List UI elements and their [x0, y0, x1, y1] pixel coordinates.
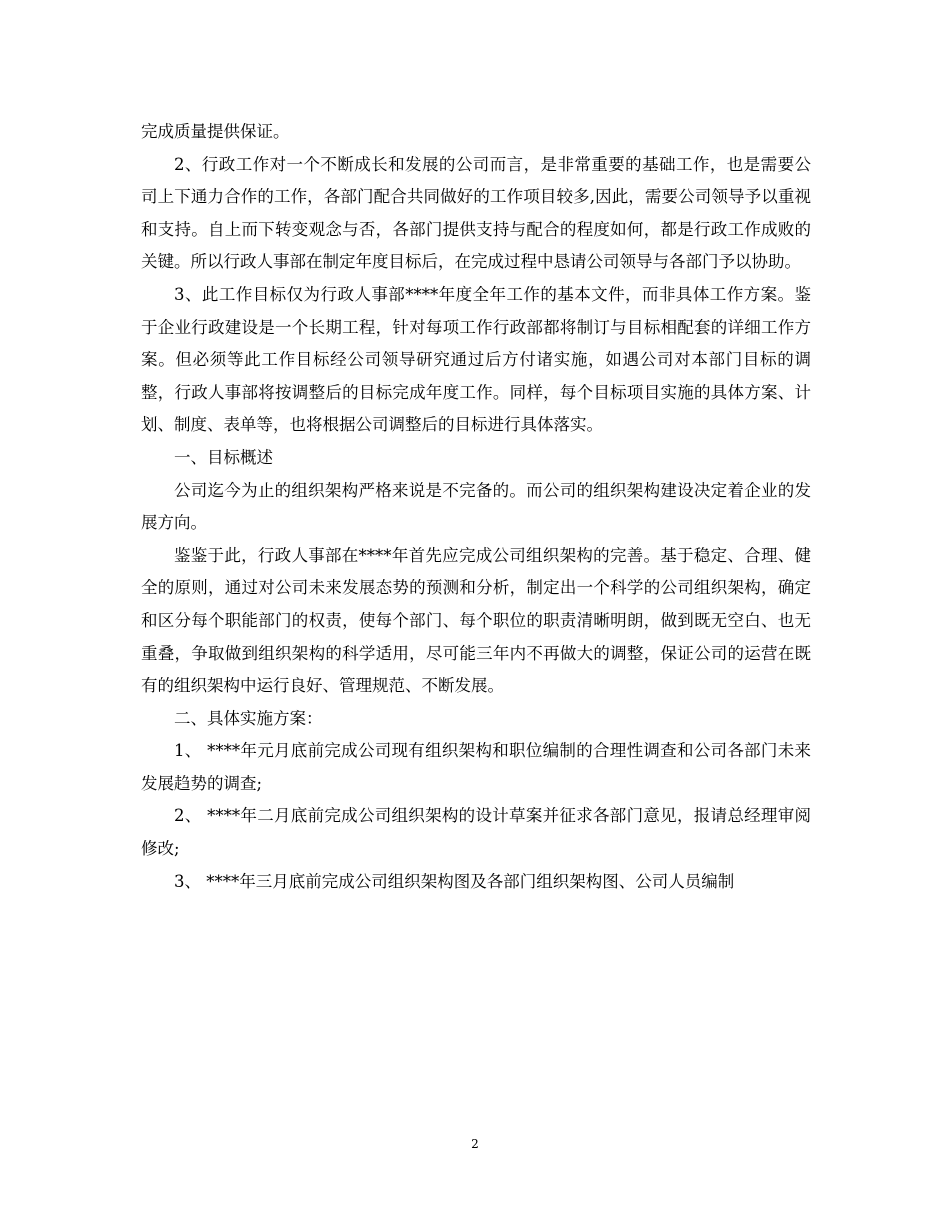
paragraph-item-3: 3、此工作目标仅为行政人事部****年度全年工作的基本文件，而非具体工作方案。鉴于企业行政建设是一个长期工程，针对每项工作行政部都将制订与目标相配套的详细工作方案。但必须等此工作目标经公司领导研究通过后方付诸实施，如遇公司对本部门目标的调整，行政人事部将按调整后的目标完成年度工作。同样，每个目标项目实施的具体方案、计划、制度、表单等，也将根据公司调整后的目标进行具体落实。: [141, 284, 811, 435]
plan-step-2: 2、 ****年二月底前完成公司组织架构的设计草案并征求各部门意见，报请总经理审阅修改;: [141, 806, 811, 859]
section-heading-plan: 二、具体实施方案：: [174, 708, 323, 728]
paragraph-item-2: 2、行政工作对一个不断成长和发展的公司而言，是非常重要的基础工作，也是需要公司上下通力合作的工作，各部门配合共同做好的工作项目较多,因此，需要公司领导予以重视和支持。自上而下转变观念与否，各部门提供支持与配合的程度如何，都是行政工作成败的关键。所以行政人事部在制定年度目标后，在完成过程中恳请公司领导与各部门予以协助。: [141, 154, 811, 272]
plan-step-3: 3、 ****年三月底前完成公司组织架构图及各部门组织架构图、公司人员编制: [174, 871, 735, 891]
paragraph-overview-1: 公司迄今为止的组织架构严格来说是不完备的。而公司的组织架构建设决定着企业的发展方向。: [141, 480, 811, 533]
paragraph-overview-2: 鉴鉴于此，行政人事部在****年首先应完成公司组织架构的完善。基于稳定、合理、健全的原则，通过对公司未来发展态势的预测和分析，制定出一个科学的公司组织架构，确定和区分每个职能部门的权责，使每个部门、每个职位的职责清晰明朗，做到既无空白、也无重叠，争取做到组织架构的科学适用，尽可能三年内不再做大的调整，保证公司的运营在既有的组织架构中运行良好、管理规范、不断发展。: [141, 545, 811, 696]
plan-step-1: 1、 ****年元月底前完成公司现有组织架构和职位编制的合理性调查和公司各部门未来发展趋势的调查;: [141, 741, 811, 793]
page-number: 2: [471, 1137, 479, 1151]
body-text: [141, 116, 811, 898]
paragraph-continuation: 完成质量提供保证。: [141, 122, 290, 141]
section-heading-overview: 一、目标概述: [174, 447, 273, 467]
